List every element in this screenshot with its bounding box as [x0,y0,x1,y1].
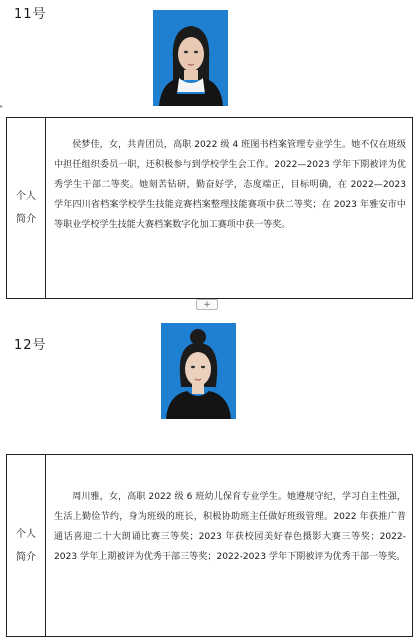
entry-number-12: 12号 [14,338,47,353]
bio-label-line2: 简介 [16,214,36,225]
bio-text: 周川雅，女，高职 2022 级 6 班幼儿保育专业学生。她遵规守纪，学习自主性强，生活上勤俭节约，身为班级的班长，积极协助班主任做好班级管理。2022 年获推广普通话喜迎二十大朗诵比赛三等奖；2023 年获校园美好春色摄影大赛三等奖；2022-2023 学年上期被评为优秀干部三等奖；2022-2023 学年下期被评为优秀干部一等奖。 [54,492,406,562]
portrait-photo-11 [153,10,228,106]
bio-label-cell [7,118,46,298]
bio-label-cell [7,455,46,636]
margin-mark: ▸ [0,103,4,110]
bio-text: 侯梦佳，女，共青团员，高职 2022 级 4 班图书档案管理专业学生。她不仅在班级中担任组织委员一职，还积极参与到学校学生会工作。2022—2023 学年下期被评为优秀学生干部二等奖。她刻苦钻研，勤奋好学，态度端正，目标明确，在 2022—2023 学年四川省档案学校学生技能竞赛档案整理技能赛项中获二等奖；在 2023 年雅安市中等职业学校学生技能大赛档案数字化加工赛项中获一等奖。 [54,140,406,230]
bio-table-11 [6,117,413,299]
add-row-button[interactable]: + [196,299,218,310]
bio-label-line2: 简介 [16,551,36,563]
bio-table-12 [6,454,413,637]
entry-number-11: 11号 [14,7,47,22]
bio-label-line1: 个人 [16,528,36,540]
portrait-photo-12 [161,323,236,419]
bio-label-line1: 个人 [16,191,36,202]
